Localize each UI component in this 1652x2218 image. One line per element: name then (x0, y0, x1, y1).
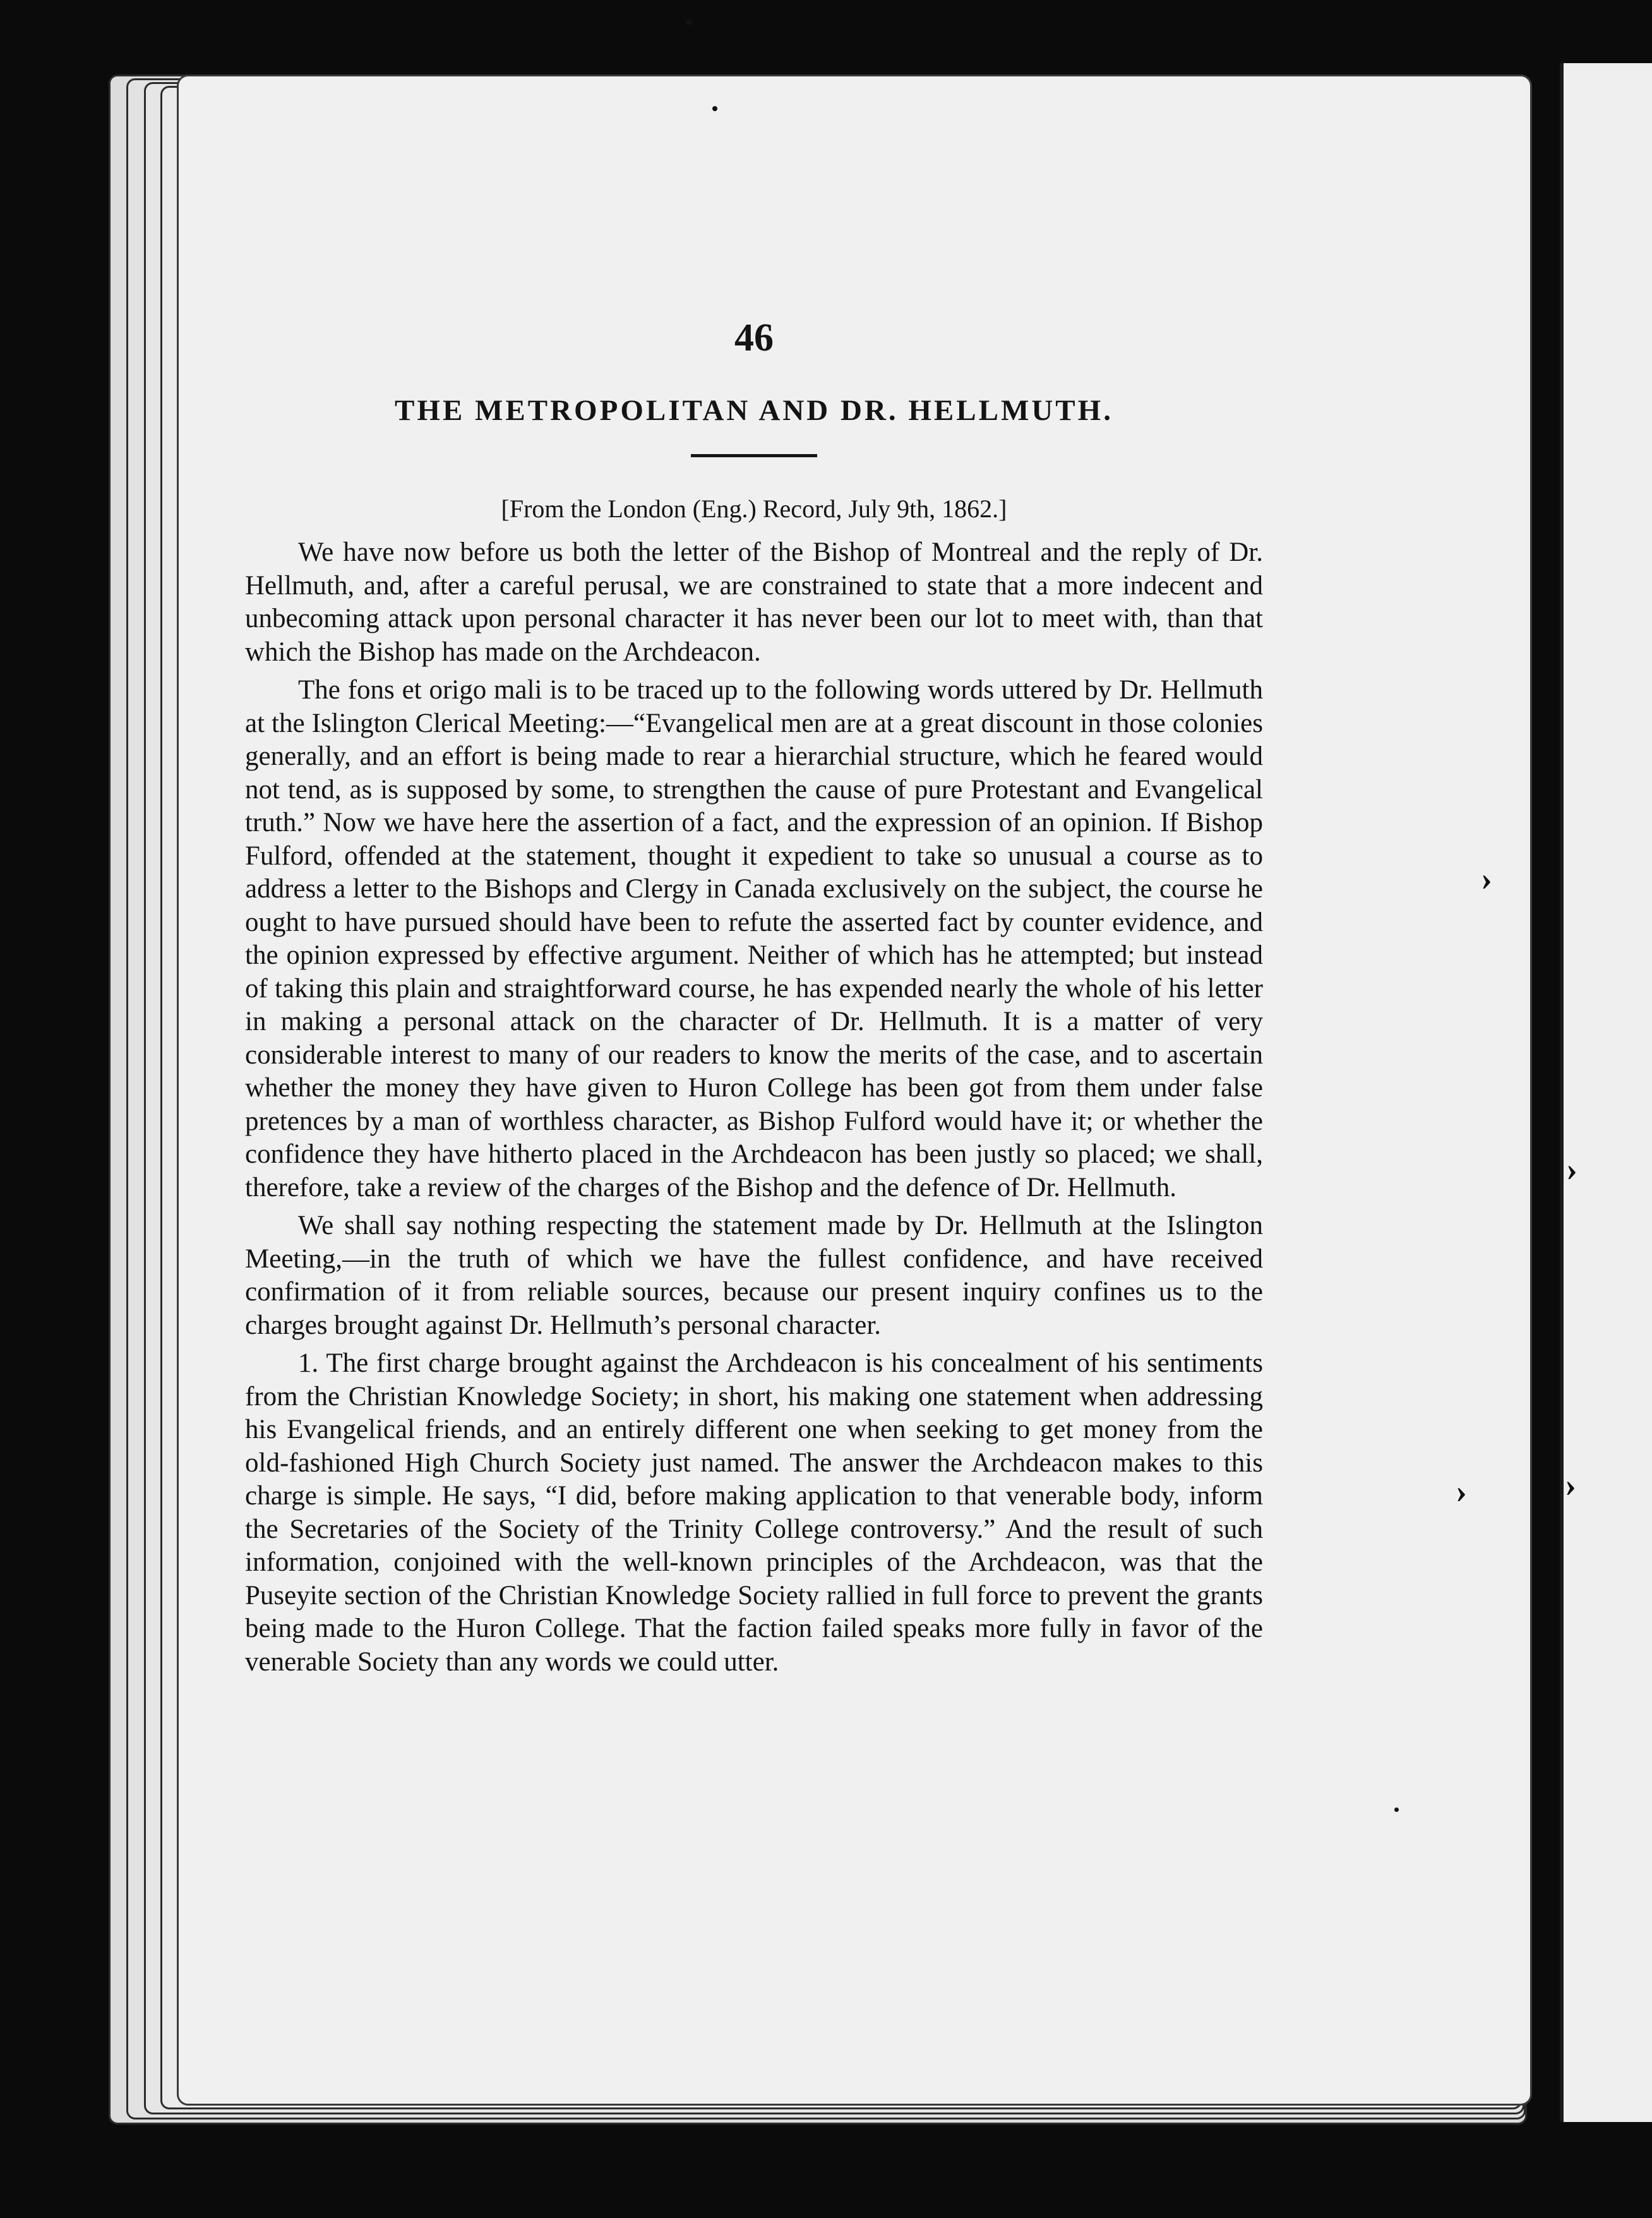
speck (1394, 1807, 1399, 1812)
page-content (245, 316, 1263, 1684)
margin-mark: › (1481, 860, 1492, 897)
margin-mark: › (1456, 1472, 1467, 1510)
adjacent-page (1560, 63, 1652, 2122)
source-citation: [From the London (Eng.) Record, July 9th, 1862.] (501, 495, 1007, 523)
margin-mark: › (1566, 1150, 1577, 1188)
article-body (245, 536, 1263, 1679)
page-number: 46 (734, 316, 774, 359)
speck (685, 19, 693, 25)
article-title: THE METROPOLITAN AND DR. HELLMUTH. (395, 394, 1113, 427)
paragraph: The fons et origo mali is to be traced up to the following words uttered by Dr. Hellmuth at the Islington Clerical Meeting:—“Evangelical men are at a great discount in those colonies generally, and an effort is being made to rear a hierarchial structure, which he feared would not tend, as is supposed by some, to strengthen the cause of pure Protestant and Evangelical truth.” Now we have here the assertion of a fact, and the expression of an opinion. If Bishop Fulford, offended at the statement, thought it expedient to take so unusual a course as to address a letter to the Bishops and Clergy in Canada exclusively on the subject, the course he ought to have pursued should have been to refute the asserted fact by counter evidence, and the opinion expressed by effective argument. Neither of which has he attempted; but instead of taking this plain and straightforward course, he has expended nearly the whole of his letter in making a personal attack on the character of Dr. Hellmuth. It is a matter of very considerable interest to many of our readers to know the merits of the case, and to ascertain whether the money they have given to Huron College has been got from them under false pretences by a man of worthless character, as Bishop Fulford would have it; or whether the confidence they have hitherto placed in the Archdeacon has been justly so placed; we shall, therefore, take a review of the charges of the Bishop and the defence of Dr. Hellmuth. (245, 675, 1263, 1202)
paragraph: We shall say nothing respecting the statement made by Dr. Hellmuth at the Islington Meeting,—in the truth of which we have the fullest confidence, and have received confirmation of it from reliable sources, because our present inquiry confines us to the charges brought against Dr. Hellmuth’s personal character. (245, 1211, 1263, 1340)
paragraph: We have now before us both the letter of the Bishop of Montreal and the reply of Dr. Hellmuth, and, after a careful perusal, we are constrained to state that a more indecent and unbecoming attack upon personal character it has never been our lot to meet with, than that which the Bishop has made on the Archdeacon. (245, 537, 1263, 667)
title-rule (691, 454, 817, 457)
paragraph: 1. The first charge brought against the Archdeacon is his concealment of his sentiments from the Christian Knowledge Society; in short, his making one statement when addressing his Evangelical friends, and an entirely different one when seeking to get money from the old-fashioned High Church Society just named. The answer the Archdeacon makes to this charge is simple. He says, “I did, before making application to that venerable body, inform the Secretaries of the Society of the Trinity College controversy.” And the result of such information, conjoined with the well-known principles of the Archdeacon, was that the Puseyite section of the Christian Knowledge Society rallied in full force to prevent the grants being made to the Huron College. That the faction failed speaks more fully in favor of the venerable Society than any words we could utter. (245, 1348, 1263, 1677)
speck (712, 106, 717, 111)
margin-mark: › (1565, 1466, 1576, 1504)
